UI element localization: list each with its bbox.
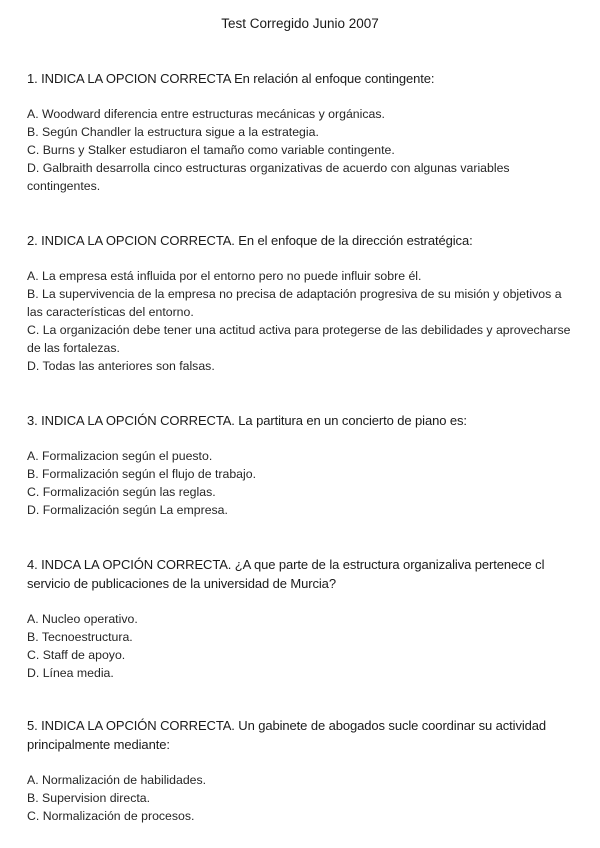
option-c: C. La organización debe tener una actitud activa para protegerse de las debilidades y aprovecharse de las fortalezas. (27, 323, 571, 355)
option-b: B. La supervivencia de la empresa no precisa de adaptación progresiva de su misión y objetivos a las características del entorno. (27, 287, 562, 319)
option-c: C. Normalización de procesos. (27, 809, 195, 823)
option-b: B. Supervision directa. (27, 791, 151, 805)
option-a: A. Woodward diferencia entre estructuras mecánicas y orgánicas. (27, 107, 385, 121)
option-c: C. Formalización según las reglas. (27, 485, 216, 499)
question-5 (27, 716, 577, 825)
option-d: D. Todas las anteriores son falsas. (27, 359, 215, 373)
option-a: A. Formalizacion según el puesto. (27, 449, 213, 463)
question-2 (27, 231, 577, 375)
option-list (27, 771, 577, 825)
option-d: D. Galbraith desarrolla cinco estructuras organizativas de acuerdo con algunas variables contingentes. (27, 161, 510, 193)
question-text: 2. INDICA LA OPCION CORRECTA. En el enfoque de la dirección estratégica: (27, 233, 473, 248)
option-b: B. Formalización según el flujo de trabajo. (27, 467, 256, 481)
option-b: B. Según Chandler la estructura sigue a la estrategia. (27, 125, 319, 139)
option-list (27, 447, 577, 519)
option-b: B. Tecnoestructura. (27, 630, 133, 644)
option-list (27, 105, 577, 195)
question-4 (27, 555, 577, 682)
option-list (27, 610, 577, 682)
page-title: Test Corregido Junio 2007 (221, 16, 379, 31)
question-text: 1. INDICA LA OPCION CORRECTA En relación al enfoque contingente: (27, 71, 435, 86)
option-a: A. La empresa está influida por el entorno pero no puede influir sobre él. (27, 269, 422, 283)
option-list (27, 267, 577, 375)
option-d: D. Línea media. (27, 666, 114, 680)
option-a: A. Normalización de habilidades. (27, 773, 207, 787)
question-text: 3. INDICA LA OPCIÓN CORRECTA. La partitura en un concierto de piano es: (27, 413, 467, 428)
option-d: D. Formalización según La empresa. (27, 503, 228, 517)
question-text: 5. INDICA LA OPCIÓN CORRECTA. Un gabinete de abogados sucle coordinar su actividad principalmente mediante: (27, 718, 547, 752)
option-a: A. Nucleo operativo. (27, 612, 138, 626)
option-c: C. Staff de apoyo. (27, 648, 126, 662)
question-1 (27, 69, 577, 195)
question-text: 4. INDCA LA OPCIÓN CORRECTA. ¿A que parte de la estructura organizaliva pertenece cl servicio de publicaciones de la universidad de Murcia? (27, 557, 545, 591)
option-c: C. Burns y Stalker estudiaron el tamaño como variable contingente. (27, 143, 395, 157)
question-3 (27, 411, 577, 519)
